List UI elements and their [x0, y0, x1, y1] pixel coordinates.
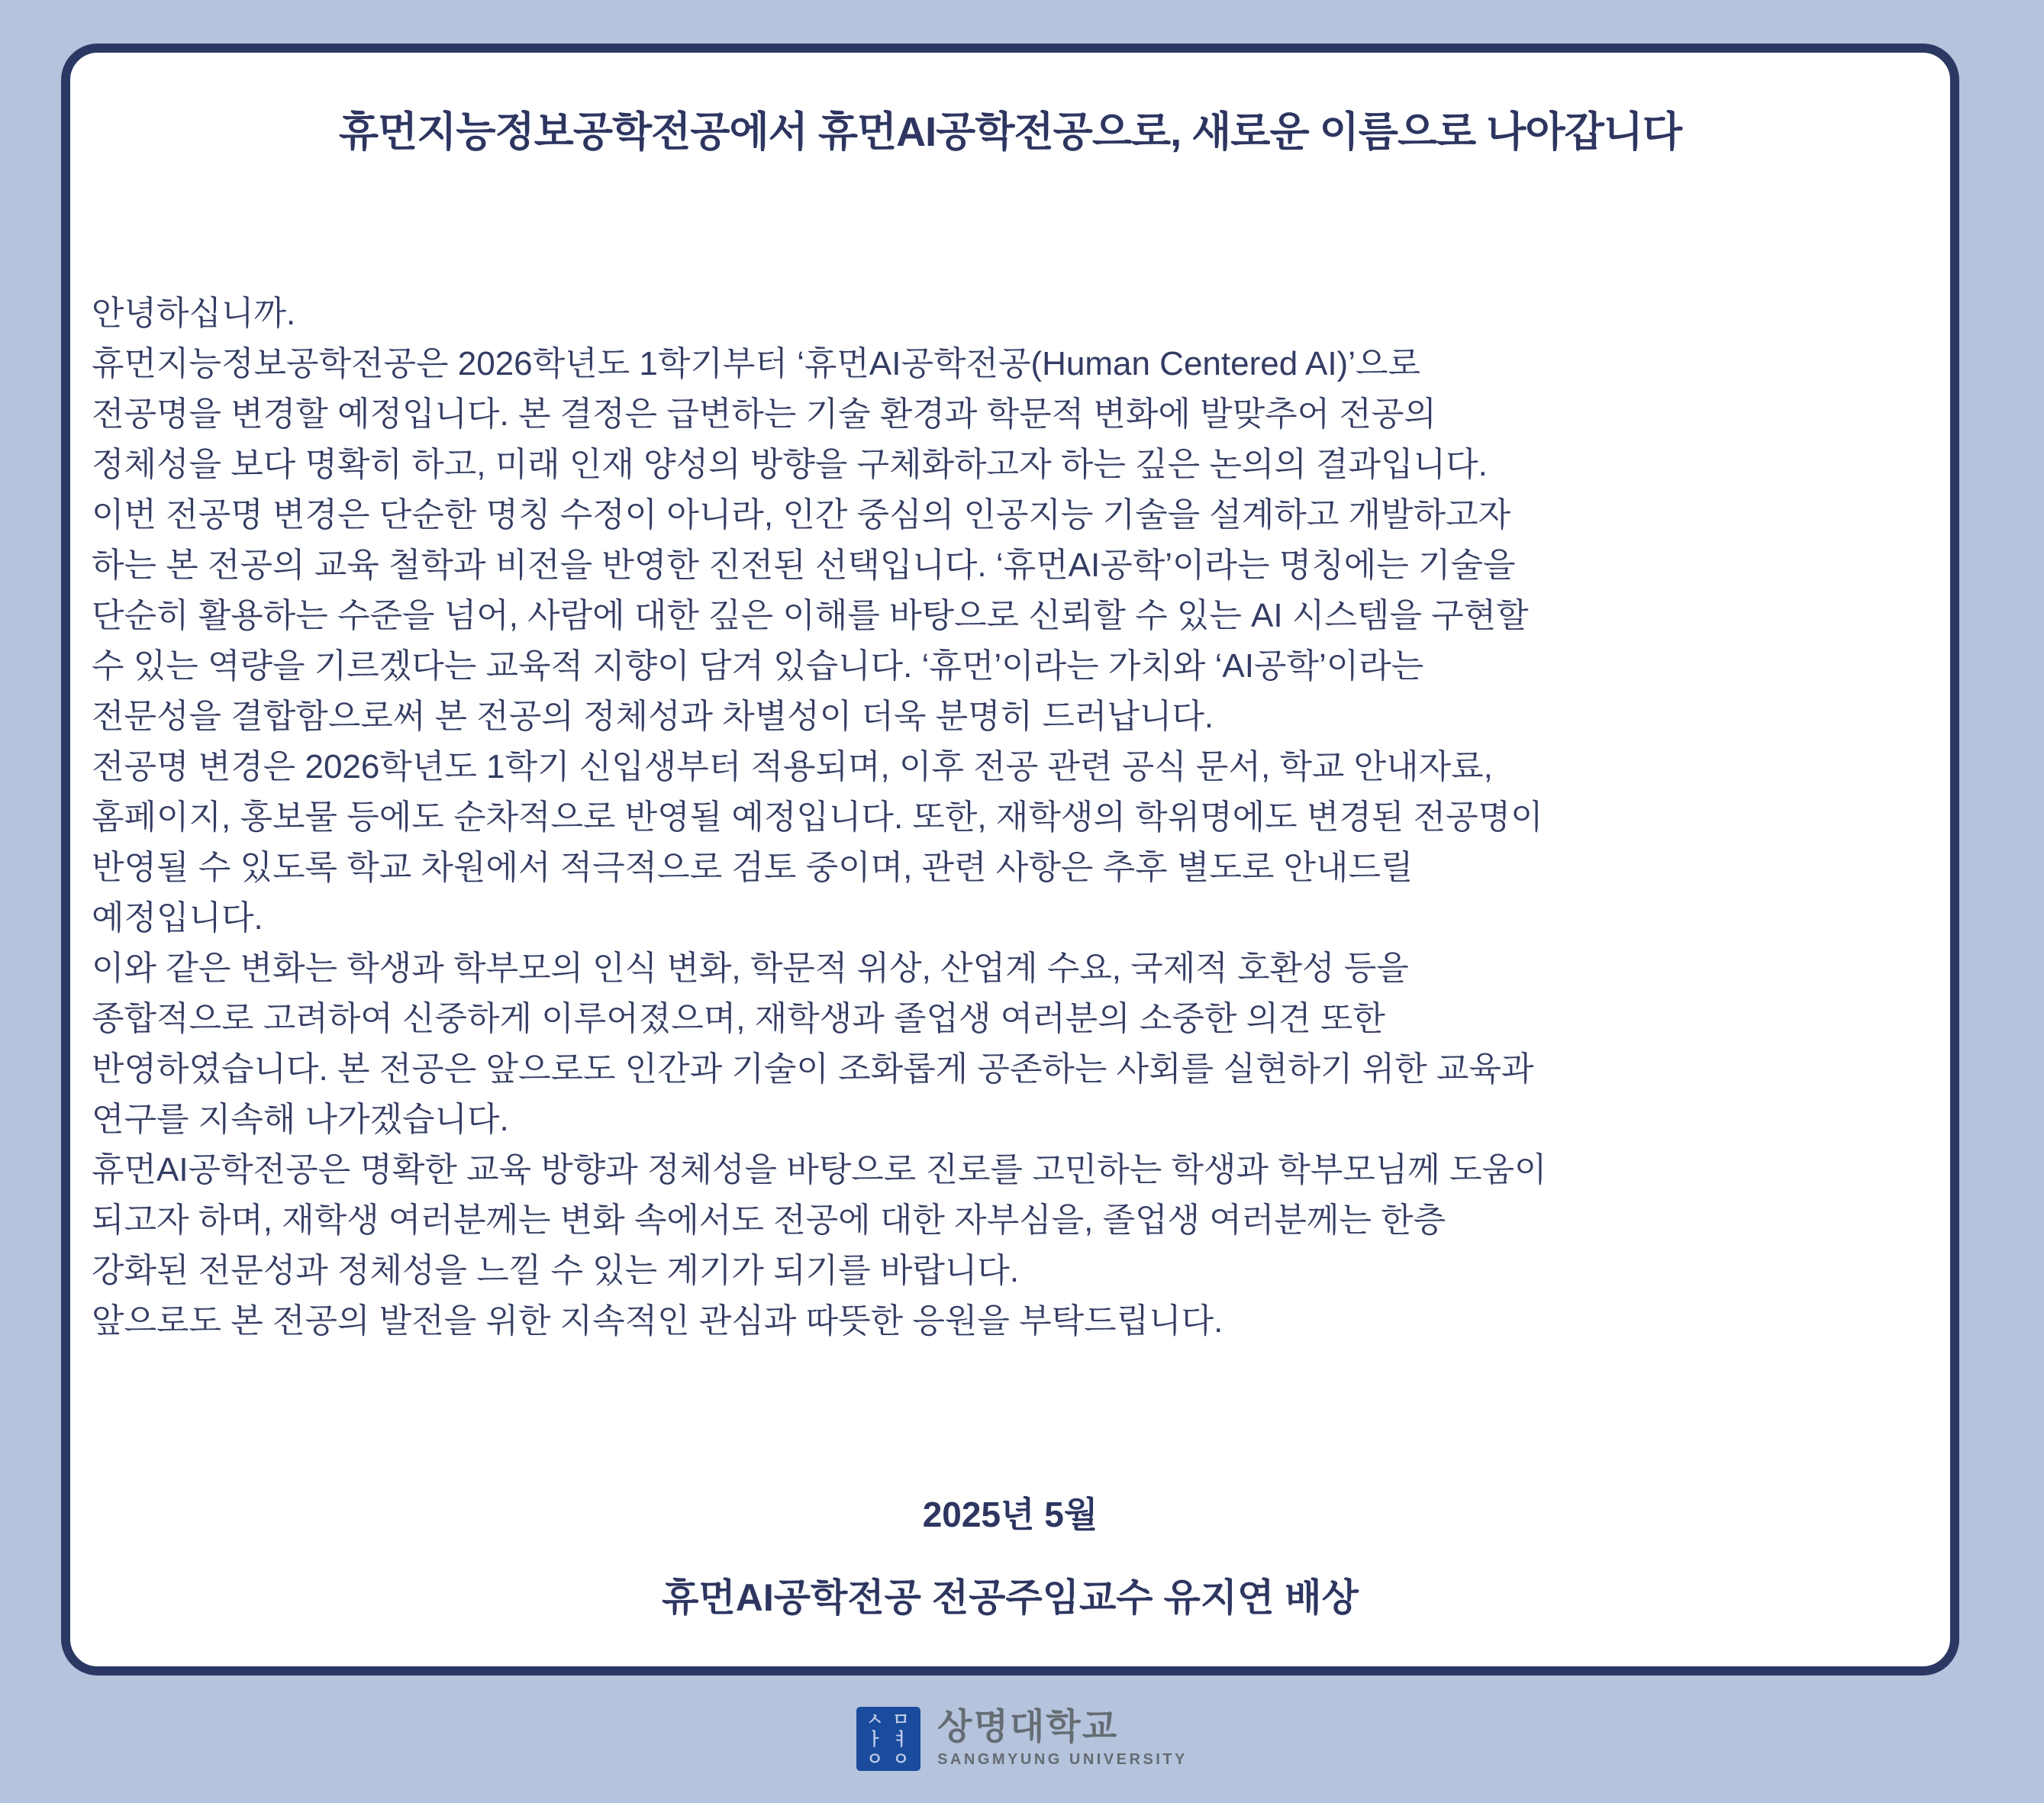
body-line: 예정입니다. — [92, 899, 263, 937]
body-line: 종합적으로 고려하여 신중하게 이루어졌으며, 재학생과 졸업생 여러분의 소중한 의견 또한 — [92, 1000, 1385, 1037]
body-line: 정체성을 보다 명확히 하고, 미래 인재 양성의 방향을 구체화하고자 하는 깊은 논의의 결과입니다. — [92, 446, 1488, 483]
body-line: 단순히 활용하는 수준을 넘어, 사람에 대한 깊은 이해를 바탕으로 신뢰할 수 있는 AI 시스템을 구현할 — [92, 597, 1529, 634]
emblem-jamo-row: ㅏㅕ — [866, 1729, 919, 1749]
body-line: 이번 전공명 변경은 단순한 명칭 수정이 아니라, 인간 중심의 인공지능 기술을 설계하고 개발하고자 — [92, 496, 1511, 534]
body-line: 안녕하십니까. — [92, 295, 296, 332]
body-line: 휴먼AI공학전공은 명확한 교육 방향과 정체성을 바탕으로 진로를 고민하는 학생과 학부모님께 도움이 — [92, 1151, 1547, 1189]
body-line: 하는 본 전공의 교육 철학과 비전을 반영한 진전된 선택입니다. ‘휴먼AI공학’이라는 명칭에는 기술을 — [92, 547, 1516, 584]
body-line: 되고자 하며, 재학생 여러분께는 변화 속에서도 전공에 대한 자부심을, 졸업생 여러분께는 한층 — [92, 1201, 1446, 1239]
body-line: 휴먼지능정보공학전공은 2026학년도 1학기부터 ‘휴먼AI공학전공(Human Centered AI)’으로 — [92, 345, 1420, 382]
body-line: 연구를 지속해 나가겠습니다. — [92, 1101, 509, 1138]
emblem-jamo-row: ㅇㅇ — [866, 1749, 919, 1769]
body-line: 수 있는 역량을 기르겠다는 교육적 지향이 담겨 있습니다. ‘휴먼’이라는 가치와 ‘AI공학’이라는 — [92, 647, 1424, 685]
university-logo — [0, 1707, 2044, 1771]
notice-body — [92, 289, 1950, 1347]
sangmyung-emblem-icon — [856, 1707, 920, 1771]
body-line: 전문성을 결합함으로써 본 전공의 정체성과 차별성이 더욱 분명히 드러납니다. — [92, 698, 1214, 735]
body-line: 이와 같은 변화는 학생과 학부모의 인식 변화, 학문적 위상, 산업계 수요, 국제적 호환성 등을 — [92, 950, 1409, 987]
notice-card — [61, 44, 1959, 1676]
logo-english-name: SANGMYUNG UNIVERSITY — [937, 1751, 1188, 1768]
notice-date: 2025년 5월 — [922, 1495, 1098, 1534]
body-line: 반영하였습니다. 본 전공은 앞으로도 인간과 기술이 조화롭게 공존하는 사회를 실현하기 위한 교육과 — [92, 1050, 1534, 1088]
notice-title: 휴먼지능정보공학전공에서 휴먼AI공학전공으로, 새로운 이름으로 나아갑니다 — [338, 109, 1682, 155]
notice-signature: 휴먼AI공학전공 전공주임교수 유지연 배상 — [662, 1576, 1359, 1619]
logo-wordmark — [937, 1707, 1188, 1769]
body-line: 전공명을 변경할 예정입니다. 본 결정은 급변하는 기술 환경과 학문적 변화에 발맞추어 전공의 — [92, 395, 1436, 433]
body-line: 홈페이지, 홍보물 등에도 순차적으로 반영될 예정입니다. 또한, 재학생의 학위명에도 변경된 전공명이 — [92, 798, 1543, 836]
emblem-jamo-row: ㅅㅁ — [866, 1709, 919, 1729]
body-line: 전공명 변경은 2026학년도 1학기 신입생부터 적용되며, 이후 전공 관련 공식 문서, 학교 안내자료, — [92, 748, 1493, 785]
body-line: 강화된 전문성과 정체성을 느낄 수 있는 계기가 되기를 바랍니다. — [92, 1252, 1020, 1289]
body-line: 반영될 수 있도록 학교 차원에서 적극적으로 검토 중이며, 관련 사항은 추후 별도로 안내드릴 — [92, 849, 1414, 886]
body-line: 앞으로도 본 전공의 발전을 위한 지속적인 관심과 따뜻한 응원을 부탁드립니다. — [92, 1302, 1223, 1340]
logo-korean-name: 상명대학교 — [937, 1706, 1119, 1747]
